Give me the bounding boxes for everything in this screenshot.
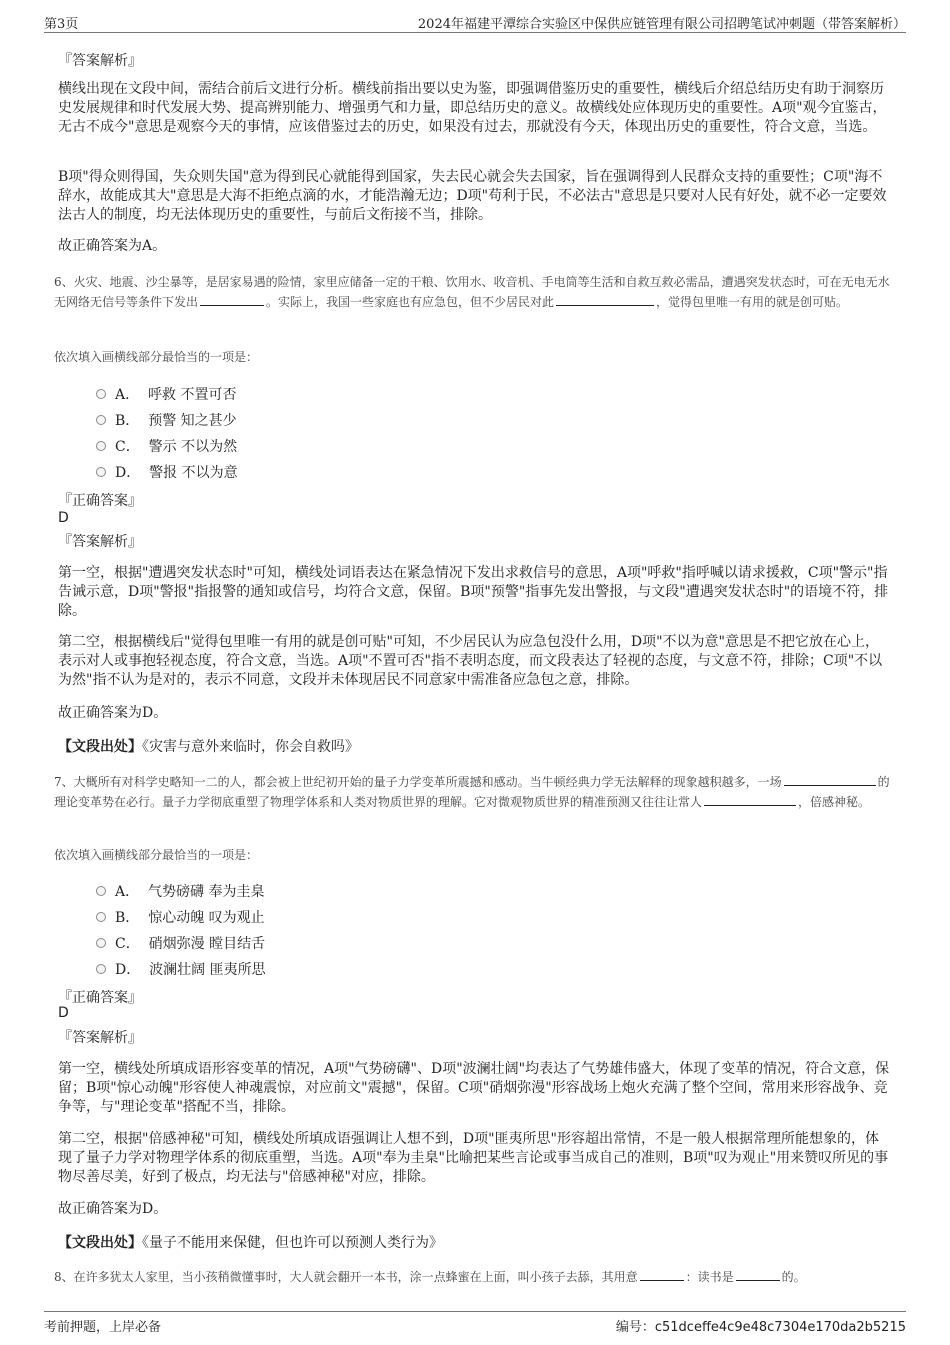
correct-answer-label: 『正确答案』 bbox=[58, 990, 142, 1006]
analysis-label: 『答案解析』 bbox=[58, 53, 142, 69]
page-footer bbox=[44, 1311, 906, 1336]
question-8-text: 8、在许多犹太人家里，当小孩稍微懂事时，大人就会翻开一本书，涂一点蜂蜜在上面，叫小孩子去舔，其用意 ：读书是 的。 bbox=[54, 1267, 896, 1287]
analysis-paragraph: 横线出现在文段中间，需结合前后文进行分析。横线前指出要以史为鉴，即强调借鉴历史的重要性，横线后介绍总结历史有助于洞察历史发展规律和时代发展大势、提高辨别能力、增强勇气和力量，即总结历史的意义。故横线处应体现历史的重要性。A项"观今宜鉴古，无古不成今"意思是观察今天的事情，应该借鉴过去的历史，如果没有过去，那就没有今天，体现出历史的重要性，符合文意，当选。 bbox=[58, 81, 887, 135]
radio-button[interactable] bbox=[96, 938, 106, 948]
analysis-label: 『答案解析』 bbox=[58, 1030, 142, 1046]
radio-button[interactable] bbox=[96, 441, 106, 451]
analysis-paragraph: 第二空，根据横线后"觉得包里唯一有用的就是创可贴"可知，不少居民认为应急包没什么用，D项"不以为意"意思是不把它放在心上，表示对人或事抱轻视态度，符合文意，当选。A项"不置可否"指不表明态度，而文段表达了轻视的态度，与文意不符，排除；C项"不以为然"指不认为是对的，表示不同意，文段并未体现居民不同意家中需准备应急包之意，排除。 bbox=[58, 634, 883, 688]
analysis-paragraph: 第一空，根据"遭遇突发状态时"可知，横线处词语表达在紧急情况下发出求救信号的意思，A项"呼救"指呼喊以请求援救，C项"警示"指告诫示意，D项"警报"指报警的通知或信号，均符合文意，保留。B项"预警"指事先发出警报，与文段"遭遇突发状态时"的语境不符，排除。 bbox=[58, 565, 889, 619]
question-prompt: 依次填入画横线部分最恰当的一项是： bbox=[54, 848, 259, 862]
correct-answer: D bbox=[58, 1005, 69, 1021]
answer-blank bbox=[736, 1267, 780, 1281]
answer-conclusion: 故正确答案为D。 bbox=[58, 705, 168, 721]
document-title: 2024年福建平潭综合实验区中保供应链管理有限公司招聘笔试冲刺题（带答案解析） bbox=[417, 17, 906, 32]
radio-button[interactable] bbox=[96, 389, 106, 399]
document-code: 编号：c51dceffe4c9e48c7304e170da2b5215 bbox=[615, 1320, 906, 1335]
answer-blank bbox=[556, 292, 654, 306]
page-header bbox=[44, 10, 906, 33]
analysis-paragraph: 第二空，根据"倍感神秘"可知，横线处所填成语强调让人想不到，D项"匪夷所思"形容超出常情，不是一般人根据常理所能想象的，体现了量子力学对物理学体系的彻底重塑，当选。A项"奉为圭臬"比喻把某些言论或事当成自己的准则，B项"叹为观止"用来赞叹所见的事物尽善尽美，好到了极点，均无法与"倍感神秘"对应，排除。 bbox=[58, 1131, 889, 1185]
answer-blank bbox=[640, 1267, 684, 1281]
answer-conclusion: 故正确答案为D。 bbox=[58, 1201, 168, 1217]
answer-conclusion: 故正确答案为A。 bbox=[58, 238, 167, 254]
radio-button[interactable] bbox=[96, 467, 106, 477]
radio-button[interactable] bbox=[96, 912, 106, 922]
answer-blank bbox=[704, 792, 796, 806]
question-7-text: 7、大概所有对科学史略知一二的人，都会被上世纪初开始的量子力学变革所震撼和感动。当牛顿经典力学无法解释的现象越积越多，一场 的理论变革势在必行。量子力学彻底重塑了物理学体系和人类对物质世界的理解。它对微观物质世界的精准预测又往往让常人 ，倍感神秘。 bbox=[54, 772, 896, 812]
analysis-label: 『答案解析』 bbox=[58, 534, 142, 550]
source-line: 【文段出处】《量子不能用来保健，但也许可以预测人类行为》 bbox=[58, 1235, 443, 1251]
answer-blank bbox=[784, 772, 876, 786]
analysis-paragraph: B项"得众则得国，失众则失国"意为得到民心就能得到国家，失去民心就会失去国家，旨在强调得到人民群众支持的重要性；C项"海不辞水，故能成其大"意思是大海不拒绝点滴的水，才能浩瀚无边；D项"苟利于民，不必法古"意思是只要对人民有好处，就不必一定要效法古人的制度，均无法体现历史的重要性，与前后文衔接不当，排除。 bbox=[58, 169, 887, 223]
correct-answer: D bbox=[58, 510, 69, 526]
analysis-paragraph: 第一空，横线处所填成语形容变革的情况，A项"气势磅礴"、D项"波澜壮阔"均表达了气势雄伟盛大，体现了变革的情况，符合文意，保留；B项"惊心动魄"形容使人神魂震惊，对应前文"震撼"，保留。C项"硝烟弥漫"形容战场上炮火充满了整个空间，常用来形容战争、竞争等，与"理论变革"搭配不当，排除。 bbox=[58, 1061, 890, 1115]
question-prompt: 依次填入画横线部分最恰当的一项是： bbox=[54, 350, 259, 364]
radio-button[interactable] bbox=[96, 886, 106, 896]
page-number: 第3页 bbox=[44, 17, 79, 32]
answer-blank bbox=[200, 292, 264, 306]
footer-slogan: 考前押题，上岸必备 bbox=[44, 1320, 162, 1335]
source-line: 【文段出处】《灾害与意外来临时，你会自救吗》 bbox=[58, 739, 359, 755]
radio-button[interactable] bbox=[96, 415, 106, 425]
radio-button[interactable] bbox=[96, 964, 106, 974]
question-6-text: 6、火灾、地震、沙尘暴等，是居家易遇的险情，家里应储备一定的干粮、饮用水、收音机、手电筒等生活和自救互救必需品，遭遇突发状态时，可在无电无水无网络无信号等条件下发出 。实际上，我国一些家庭也有应急包，但不少居民对此 ，觉得包里唯一有用的就是创可贴。 bbox=[54, 275, 890, 309]
correct-answer-label: 『正确答案』 bbox=[58, 493, 142, 509]
